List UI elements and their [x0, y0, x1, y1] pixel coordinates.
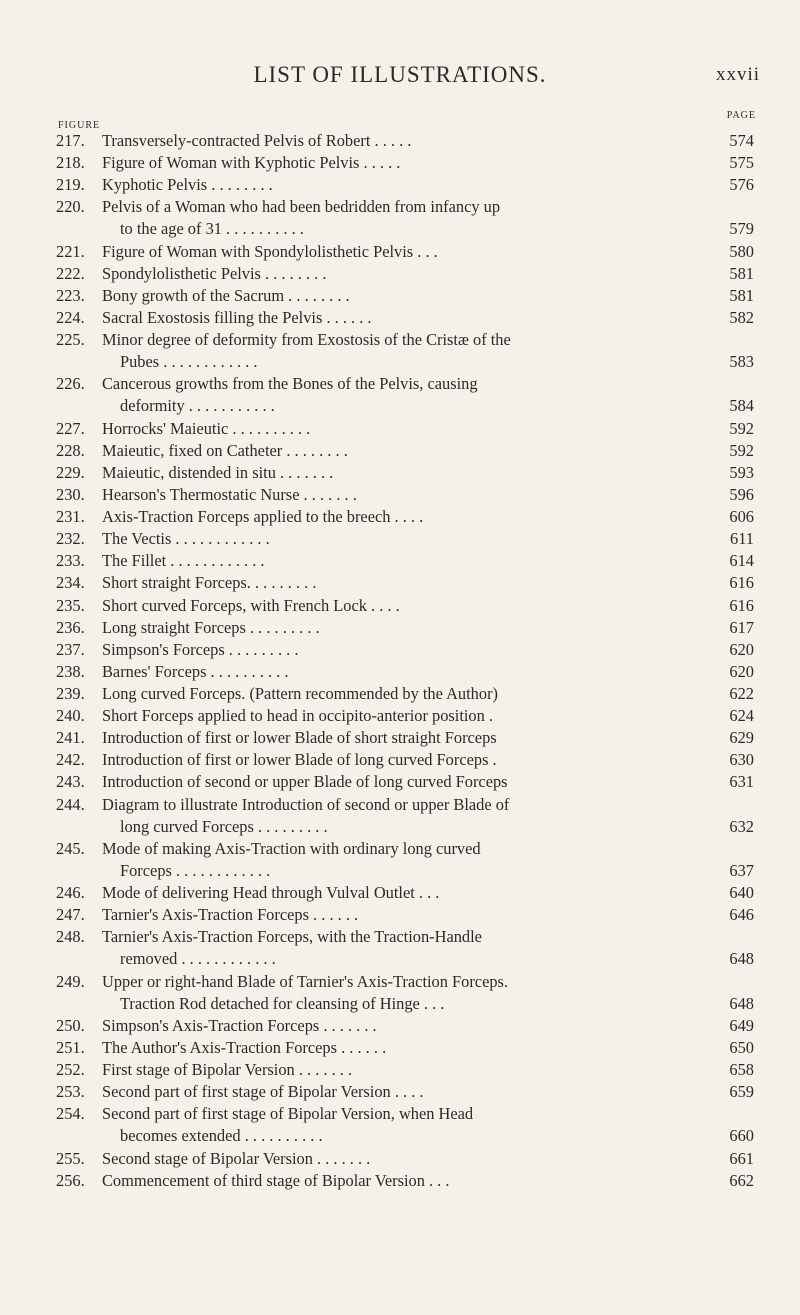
list-item [0, 838, 800, 860]
list-item [0, 550, 800, 572]
list-item [0, 1148, 800, 1170]
page-ref: 616 [729, 595, 754, 615]
figure-title: Simpson's Axis-Traction Forceps . . . . . . . [102, 1015, 377, 1035]
figure-number: 248. [56, 927, 85, 947]
list-item [0, 329, 800, 351]
page-ref: 620 [729, 661, 754, 681]
figure-number: 242. [56, 750, 85, 770]
list-item [0, 440, 800, 462]
list-item [0, 595, 800, 617]
figure-number: 219. [56, 175, 85, 195]
page-ref: 660 [729, 1126, 754, 1146]
list-item [0, 152, 800, 174]
list-item [0, 241, 800, 263]
list-item [0, 572, 800, 594]
figure-title: The Author's Axis-Traction Forceps . . . . . . [102, 1037, 387, 1057]
page-header-title: LIST OF ILLUSTRATIONS. [253, 62, 547, 87]
page-ref: 648 [729, 949, 754, 969]
list-item [0, 705, 800, 727]
figure-title: Bony growth of the Sacrum . . . . . . . . [102, 285, 350, 305]
figure-title: Forceps . . . . . . . . . . . . [120, 860, 271, 880]
figure-title: Cancerous growths from the Bones of the Pelvis, causing [102, 374, 478, 394]
list-item [0, 196, 800, 218]
figure-title: Sacral Exostosis filling the Pelvis . . . . . . [102, 307, 372, 327]
list-item [0, 1037, 800, 1059]
figure-number: 225. [56, 330, 85, 350]
list-item [0, 639, 800, 661]
figure-title: Transversely-contracted Pelvis of Robert . . . . . [102, 131, 412, 150]
figure-title: deformity . . . . . . . . . . . [120, 396, 275, 416]
figure-number: 237. [56, 639, 85, 659]
figure-number: 233. [56, 551, 85, 571]
list-item [0, 528, 800, 550]
figure-title: Upper or right-hand Blade of Tarnier's Axis-Traction Forceps. [102, 971, 509, 991]
figure-title: becomes extended . . . . . . . . . . [120, 1126, 323, 1146]
list-item [0, 727, 800, 749]
list-item [0, 816, 800, 838]
figure-title: Mode of making Axis-Traction with ordinary long curved [102, 838, 481, 858]
figure-number: 238. [56, 661, 85, 681]
figure-title: Barnes' Forceps . . . . . . . . . . [102, 661, 289, 681]
figure-title: Spondylolisthetic Pelvis . . . . . . . . [102, 263, 327, 283]
figure-title: Tarnier's Axis-Traction Forceps, with the Traction-Handle [102, 927, 482, 947]
list-item [0, 263, 800, 285]
figure-title: Commencement of third stage of Bipolar Version . . . [102, 1170, 450, 1190]
figure-number: 254. [56, 1104, 85, 1124]
figure-number: 247. [56, 905, 85, 925]
page-ref: 581 [729, 263, 754, 283]
list-item [0, 395, 800, 417]
page-ref: 579 [729, 219, 754, 239]
figure-number: 218. [56, 153, 85, 173]
list-item [0, 1103, 800, 1125]
figure-number: 240. [56, 706, 85, 726]
page-ref: 637 [729, 860, 754, 880]
figure-title: Minor degree of deformity from Exostosis of the Cristæ of the [102, 330, 511, 350]
page-ref: 622 [729, 684, 754, 703]
page-ref: 580 [729, 241, 754, 261]
list-item [0, 174, 800, 196]
figure-number: 245. [56, 838, 85, 858]
figure-title: Second part of first stage of Bipolar Version, when Head [102, 1104, 474, 1124]
figure-title: Simpson's Forceps . . . . . . . . . [102, 639, 299, 659]
list-item [0, 462, 800, 484]
figure-title: Figure of Woman with Kyphotic Pelvis . . . . . [102, 153, 401, 173]
figure-number: 235. [56, 595, 85, 615]
figure-number: 236. [56, 617, 85, 637]
figure-number: 251. [56, 1037, 85, 1057]
figure-title: Pubes . . . . . . . . . . . . [120, 352, 258, 372]
page-ref: 648 [729, 993, 754, 1013]
list-item [0, 418, 800, 440]
figure-number: 222. [56, 263, 85, 283]
list-item [0, 351, 800, 373]
list-item [0, 1059, 800, 1081]
page-ref: 592 [729, 418, 754, 438]
figure-title: Diagram to illustrate Introduction of second or upper Blade of [102, 794, 510, 814]
figure-title: Maieutic, fixed on Catheter . . . . . . . . [102, 440, 348, 460]
list-item [0, 1125, 800, 1147]
figure-number: 255. [56, 1148, 85, 1168]
figure-number: 244. [56, 794, 85, 814]
list-item [0, 882, 800, 904]
figure-title: The Vectis . . . . . . . . . . . . [102, 529, 270, 549]
page-number: xxvii [715, 64, 760, 85]
page-ref: 661 [729, 1148, 754, 1168]
figure-number: 230. [56, 484, 85, 504]
figure-title: Introduction of second or upper Blade of long curved Forceps [102, 772, 508, 792]
page-ref: 659 [729, 1082, 754, 1102]
figure-title: Second part of first stage of Bipolar Version . . . . [102, 1082, 424, 1102]
figure-number: 217. [56, 131, 85, 150]
figure-number: 224. [56, 307, 85, 327]
list-item [0, 749, 800, 771]
figure-title: Traction Rod detached for cleansing of Hinge . . . [120, 993, 445, 1013]
list-item [0, 683, 800, 705]
page-ref: 640 [729, 883, 754, 903]
list-item [0, 948, 800, 970]
figure-title: Long curved Forceps. (Pattern recommended by the Author) [102, 684, 498, 703]
figure-title: removed . . . . . . . . . . . . [120, 949, 276, 969]
figure-number: 226. [56, 374, 85, 394]
figure-number: 249. [56, 971, 85, 991]
list-item [0, 373, 800, 395]
figure-number: 239. [56, 684, 85, 703]
page-ref: 576 [729, 175, 754, 195]
list-item [0, 617, 800, 639]
list-item [0, 130, 800, 152]
page-ref: 650 [729, 1037, 754, 1057]
figure-title: Hearson's Thermostatic Nurse . . . . . . . [102, 484, 357, 504]
figure-title: Axis-Traction Forceps applied to the breech . . . . [102, 507, 424, 527]
figure-number: 234. [56, 573, 85, 593]
page-ref: 606 [729, 507, 754, 527]
page-ref: 583 [729, 352, 754, 372]
page-ref: 582 [729, 307, 754, 327]
page-ref: 631 [729, 772, 754, 792]
figure-number: 231. [56, 507, 85, 527]
page-ref: 596 [729, 484, 754, 504]
figure-number: 246. [56, 883, 85, 903]
figure-number: 228. [56, 440, 85, 460]
figure-title: Mode of delivering Head through Vulval Outlet . . . [102, 883, 440, 903]
figure-number: 229. [56, 462, 85, 482]
list-item [0, 661, 800, 683]
page-ref: 614 [729, 551, 754, 571]
page-ref: 662 [729, 1170, 754, 1190]
figure-number: 243. [56, 772, 85, 792]
figure-title: Introduction of first or lower Blade of long curved Forceps . [102, 750, 497, 770]
list-item [0, 1015, 800, 1037]
list-item [0, 1081, 800, 1103]
figure-number: 223. [56, 285, 85, 305]
figure-title: Short Forceps applied to head in occipito-anterior position . [102, 706, 494, 726]
figure-title: Tarnier's Axis-Traction Forceps . . . . . . [102, 905, 359, 925]
figure-title: long curved Forceps . . . . . . . . . [120, 816, 328, 836]
page-ref: 629 [729, 728, 754, 748]
page-ref: 611 [730, 529, 754, 549]
page-ref: 620 [729, 639, 754, 659]
figure-title: Maieutic, distended in situ . . . . . . . [102, 462, 334, 482]
page-ref: 593 [729, 462, 754, 482]
figure-title: Long straight Forceps . . . . . . . . . [102, 617, 320, 637]
page-ref: 658 [729, 1060, 754, 1080]
list-item [0, 285, 800, 307]
list-item [0, 1170, 800, 1192]
figure-title: Second stage of Bipolar Version . . . . . . . [102, 1148, 371, 1168]
figure-number: 252. [56, 1060, 85, 1080]
figure-title: Kyphotic Pelvis . . . . . . . . [102, 175, 273, 195]
page-ref: 616 [729, 573, 754, 593]
figure-number: 241. [56, 728, 85, 748]
list-item [0, 307, 800, 329]
column-header-figure: FIGURE [58, 120, 101, 131]
figure-number: 227. [56, 418, 85, 438]
page-ref: 584 [729, 396, 754, 416]
figure-title: Short curved Forceps, with French Lock . . . . [102, 595, 400, 615]
figure-number: 253. [56, 1082, 85, 1102]
figure-title: The Fillet . . . . . . . . . . . . [102, 551, 265, 571]
list-item [0, 860, 800, 882]
page-ref: 592 [729, 440, 754, 460]
page-ref: 624 [729, 706, 754, 726]
page-ref: 575 [729, 153, 754, 173]
figure-title: Figure of Woman with Spondylolisthetic Pelvis . . . [102, 241, 438, 261]
figure-number: 250. [56, 1015, 85, 1035]
list-item [0, 771, 800, 793]
page-ref: 649 [729, 1015, 754, 1035]
figure-number: 220. [56, 197, 85, 217]
figure-title: Pelvis of a Woman who had been bedridden from infancy up [102, 197, 501, 217]
figure-number: 221. [56, 241, 85, 261]
list-item [0, 926, 800, 948]
figure-title: Short straight Forceps. . . . . . . . . [102, 573, 317, 593]
list-item [0, 971, 800, 993]
page-ref: 574 [729, 131, 754, 150]
figure-number: 232. [56, 529, 85, 549]
page-ref: 632 [729, 816, 754, 836]
figure-title: First stage of Bipolar Version . . . . . . . [102, 1060, 353, 1080]
list-item [0, 506, 800, 528]
list-item [0, 794, 800, 816]
figure-title: Horrocks' Maieutic . . . . . . . . . . [102, 418, 311, 438]
list-item [0, 993, 800, 1015]
list-item [0, 484, 800, 506]
figure-number: 256. [56, 1170, 85, 1190]
list-item [0, 218, 800, 240]
page-ref: 646 [729, 905, 754, 925]
page-ref: 630 [729, 750, 754, 770]
column-header-page: PAGE [726, 110, 756, 121]
page-ref: 617 [729, 617, 754, 637]
figure-title: to the age of 31 . . . . . . . . . . [120, 219, 304, 239]
figure-title: Introduction of first or lower Blade of short straight Forceps [102, 728, 497, 748]
list-item [0, 904, 800, 926]
page-ref: 581 [729, 285, 754, 305]
